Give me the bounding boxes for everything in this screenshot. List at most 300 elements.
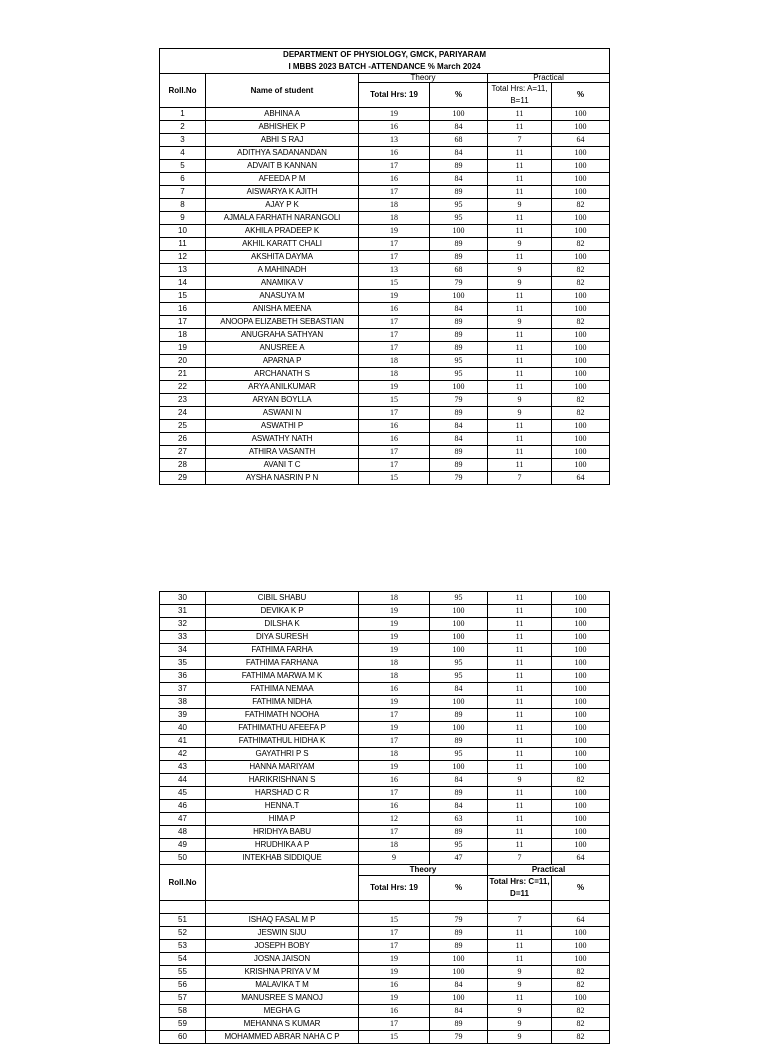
theory-percent-cell: 100 <box>430 761 488 774</box>
theory-percent-cell: 68 <box>430 134 488 147</box>
student-row <box>160 618 610 631</box>
theory-hours-cell: 16 <box>359 173 430 186</box>
practical-percent-header: % <box>552 876 610 901</box>
student-name-cell: AKHILA PRADEEP K <box>206 225 359 238</box>
roll-number-cell: 10 <box>160 225 206 238</box>
theory-percent-cell: 79 <box>430 1031 488 1044</box>
student-name-cell: ANAMIKA V <box>206 277 359 290</box>
student-name-cell: HRUDHIKA A P <box>206 839 359 852</box>
student-name-cell: ASWATHY NATH <box>206 433 359 446</box>
theory-hours-cell: 18 <box>359 355 430 368</box>
theory-hours-cell: 17 <box>359 927 430 940</box>
practical-percent-cell: 100 <box>552 290 610 303</box>
student-row <box>160 1005 610 1018</box>
student-row <box>160 329 610 342</box>
roll-number-cell: 6 <box>160 173 206 186</box>
practical-percent-cell: 100 <box>552 644 610 657</box>
roll-number-cell: 42 <box>160 748 206 761</box>
practical-percent-cell: 64 <box>552 852 610 865</box>
student-row <box>160 605 610 618</box>
theory-percent-cell: 89 <box>430 940 488 953</box>
practical-hours-cell: 11 <box>488 225 552 238</box>
student-row <box>160 979 610 992</box>
practical-hours-cell: 11 <box>488 420 552 433</box>
roll-number-cell: 4 <box>160 147 206 160</box>
practical-hours-cell: 11 <box>488 839 552 852</box>
practical-hours-cell: 11 <box>488 761 552 774</box>
roll-number-cell: 13 <box>160 264 206 277</box>
practical-hours-cell: 11 <box>488 696 552 709</box>
theory-percent-cell: 89 <box>430 459 488 472</box>
practical-percent-cell: 100 <box>552 722 610 735</box>
student-row <box>160 173 610 186</box>
roll-number-cell: 14 <box>160 277 206 290</box>
theory-percent-cell: 84 <box>430 774 488 787</box>
theory-percent-cell: 89 <box>430 826 488 839</box>
practical-hours-cell: 9 <box>488 774 552 787</box>
practical-hours-cell: 11 <box>488 631 552 644</box>
theory-percent-cell: 89 <box>430 927 488 940</box>
roll-number-cell: 19 <box>160 342 206 355</box>
header-row-1 <box>160 74 610 83</box>
roll-number-cell: 26 <box>160 433 206 446</box>
roll-number-cell: 47 <box>160 813 206 826</box>
theory-hours-cell: 17 <box>359 329 430 342</box>
practical-percent-cell: 82 <box>552 277 610 290</box>
student-name-cell: JOSNA JAISON <box>206 953 359 966</box>
student-row <box>160 420 610 433</box>
student-row <box>160 914 610 927</box>
student-name-cell: CIBIL SHABU <box>206 592 359 605</box>
student-name-cell: ISHAQ FASAL M P <box>206 914 359 927</box>
student-name-cell: ANASUYA M <box>206 290 359 303</box>
header-row-1 <box>160 865 610 876</box>
practical-percent-cell: 100 <box>552 761 610 774</box>
practical-hours-cell: 9 <box>488 316 552 329</box>
student-row <box>160 657 610 670</box>
theory-percent-cell: 95 <box>430 212 488 225</box>
practical-hours-cell: 11 <box>488 787 552 800</box>
practical-hours-cell: 11 <box>488 940 552 953</box>
title-line-1: DEPARTMENT OF PHYSIOLOGY, GMCK, PARIYARAM <box>283 50 487 59</box>
practical-total-header: Total Hrs: C=11, D=11 <box>488 876 552 901</box>
roll-number-cell: 41 <box>160 735 206 748</box>
theory-hours-cell: 18 <box>359 368 430 381</box>
practical-percent-cell: 100 <box>552 683 610 696</box>
theory-percent-cell: 47 <box>430 852 488 865</box>
theory-header: Theory <box>359 74 488 83</box>
student-row <box>160 927 610 940</box>
student-name-cell: ARYAN BOYLLA <box>206 394 359 407</box>
student-name-cell: AVANI T C <box>206 459 359 472</box>
student-name-cell: GAYATHRI P S <box>206 748 359 761</box>
theory-percent-cell: 89 <box>430 735 488 748</box>
theory-hours-cell: 17 <box>359 459 430 472</box>
theory-percent-cell: 89 <box>430 446 488 459</box>
practical-percent-cell: 100 <box>552 303 610 316</box>
student-name-cell: KRISHNA PRIYA V M <box>206 966 359 979</box>
practical-percent-cell: 100 <box>552 787 610 800</box>
practical-percent-cell: 64 <box>552 472 610 485</box>
practical-hours-cell: 11 <box>488 108 552 121</box>
student-name-cell: ATHIRA VASANTH <box>206 446 359 459</box>
theory-hours-cell: 15 <box>359 914 430 927</box>
practical-hours-cell: 11 <box>488 290 552 303</box>
theory-percent-cell: 95 <box>430 592 488 605</box>
practical-hours-cell: 11 <box>488 147 552 160</box>
theory-hours-cell: 16 <box>359 121 430 134</box>
student-name-cell: FATHIMA NEMAA <box>206 683 359 696</box>
theory-percent-cell: 89 <box>430 787 488 800</box>
practical-header: Practical <box>488 865 610 876</box>
student-row <box>160 709 610 722</box>
practical-hours-cell: 7 <box>488 134 552 147</box>
roll-number-cell: 34 <box>160 644 206 657</box>
roll-number-cell: 23 <box>160 394 206 407</box>
theory-percent-cell: 89 <box>430 407 488 420</box>
theory-percent-cell: 100 <box>430 225 488 238</box>
practical-percent-cell: 100 <box>552 605 610 618</box>
theory-hours-cell: 15 <box>359 1031 430 1044</box>
student-row <box>160 1031 610 1044</box>
roll-number-cell: 22 <box>160 381 206 394</box>
theory-hours-cell: 13 <box>359 264 430 277</box>
roll-number-cell: 49 <box>160 839 206 852</box>
student-name-cell: DEVIKA K P <box>206 605 359 618</box>
theory-percent-cell: 84 <box>430 173 488 186</box>
practical-percent-cell: 100 <box>552 446 610 459</box>
roll-number-cell: 38 <box>160 696 206 709</box>
practical-hours-cell: 7 <box>488 472 552 485</box>
practical-percent-cell: 100 <box>552 735 610 748</box>
student-name-cell: HANNA MARIYAM <box>206 761 359 774</box>
student-name-cell: FATHIMATH NOOHA <box>206 709 359 722</box>
theory-percent-cell: 89 <box>430 709 488 722</box>
practical-hours-cell: 9 <box>488 199 552 212</box>
roll-number-cell: 29 <box>160 472 206 485</box>
practical-percent-cell: 82 <box>552 316 610 329</box>
student-name-cell: AJMALA FARHATH NARANGOLI <box>206 212 359 225</box>
student-row <box>160 134 610 147</box>
practical-percent-cell: 100 <box>552 420 610 433</box>
theory-percent-cell: 84 <box>430 121 488 134</box>
practical-hours-cell: 9 <box>488 264 552 277</box>
practical-hours-cell: 9 <box>488 1005 552 1018</box>
roll-number-cell: 32 <box>160 618 206 631</box>
student-name-cell: MEGHA G <box>206 1005 359 1018</box>
student-row <box>160 108 610 121</box>
practical-hours-cell: 11 <box>488 381 552 394</box>
practical-percent-cell: 100 <box>552 927 610 940</box>
practical-hours-cell: 11 <box>488 446 552 459</box>
practical-hours-cell: 11 <box>488 212 552 225</box>
practical-percent-header: % <box>552 83 610 108</box>
theory-hours-cell: 19 <box>359 605 430 618</box>
theory-percent-cell: 100 <box>430 381 488 394</box>
theory-percent-cell: 100 <box>430 108 488 121</box>
student-name-cell: ABHINA A <box>206 108 359 121</box>
student-row <box>160 147 610 160</box>
student-row <box>160 368 610 381</box>
practical-hours-cell: 11 <box>488 592 552 605</box>
student-name-cell: FATHIMA NIDHA <box>206 696 359 709</box>
theory-hours-cell: 17 <box>359 787 430 800</box>
roll-number-cell: 17 <box>160 316 206 329</box>
attendance-table-2 <box>159 591 610 1044</box>
roll-number-cell: 43 <box>160 761 206 774</box>
theory-hours-cell: 19 <box>359 644 430 657</box>
theory-percent-cell: 79 <box>430 914 488 927</box>
practical-percent-cell: 100 <box>552 940 610 953</box>
practical-percent-cell: 82 <box>552 238 610 251</box>
theory-hours-cell: 17 <box>359 407 430 420</box>
practical-percent-cell: 100 <box>552 433 610 446</box>
practical-hours-cell: 11 <box>488 670 552 683</box>
practical-hours-cell: 11 <box>488 826 552 839</box>
theory-percent-cell: 95 <box>430 839 488 852</box>
theory-hours-cell: 19 <box>359 966 430 979</box>
theory-percent-cell: 100 <box>430 966 488 979</box>
theory-hours-cell: 17 <box>359 342 430 355</box>
practical-percent-cell: 100 <box>552 592 610 605</box>
theory-hours-cell: 13 <box>359 134 430 147</box>
student-row <box>160 251 610 264</box>
student-name-cell: FATHIMA MARWA M K <box>206 670 359 683</box>
theory-percent-cell: 89 <box>430 329 488 342</box>
practical-hours-cell: 11 <box>488 813 552 826</box>
student-name-cell: FATHIMA FARHANA <box>206 657 359 670</box>
practical-hours-cell: 11 <box>488 459 552 472</box>
name-header: Name of student <box>206 74 359 108</box>
roll-number-cell: 28 <box>160 459 206 472</box>
roll-number-cell: 51 <box>160 914 206 927</box>
student-name-cell: MANUSREE S MANOJ <box>206 992 359 1005</box>
practical-hours-cell: 11 <box>488 683 552 696</box>
practical-percent-cell: 100 <box>552 329 610 342</box>
student-name-cell: ANISHA MEENA <box>206 303 359 316</box>
roll-number-cell: 9 <box>160 212 206 225</box>
student-name-cell: MALAVIKA T M <box>206 979 359 992</box>
theory-percent-cell: 95 <box>430 199 488 212</box>
theory-hours-cell: 16 <box>359 147 430 160</box>
roll-number-cell: 31 <box>160 605 206 618</box>
theory-percent-cell: 79 <box>430 277 488 290</box>
practical-percent-cell: 100 <box>552 212 610 225</box>
practical-percent-cell: 100 <box>552 173 610 186</box>
theory-percent-cell: 89 <box>430 1018 488 1031</box>
practical-percent-cell: 82 <box>552 1018 610 1031</box>
student-name-cell: A MAHINADH <box>206 264 359 277</box>
attendance-table-1 <box>159 48 610 485</box>
student-name-cell: MOHAMMED ABRAR NAHA C P <box>206 1031 359 1044</box>
practical-percent-cell: 100 <box>552 186 610 199</box>
student-row <box>160 696 610 709</box>
student-row <box>160 212 610 225</box>
practical-percent-cell: 100 <box>552 618 610 631</box>
theory-percent-cell: 100 <box>430 605 488 618</box>
theory-percent-cell: 84 <box>430 1005 488 1018</box>
student-name-cell: ABHISHEK P <box>206 121 359 134</box>
student-name-cell: ASWATHI P <box>206 420 359 433</box>
practical-hours-cell: 11 <box>488 303 552 316</box>
roll-header: Roll.No <box>160 74 206 108</box>
theory-percent-cell: 89 <box>430 160 488 173</box>
student-row <box>160 355 610 368</box>
student-row <box>160 290 610 303</box>
practical-percent-cell: 82 <box>552 1031 610 1044</box>
practical-percent-cell: 100 <box>552 121 610 134</box>
student-row <box>160 1018 610 1031</box>
student-row <box>160 407 610 420</box>
practical-percent-cell: 100 <box>552 368 610 381</box>
student-name-cell: ARCHANATH S <box>206 368 359 381</box>
practical-percent-cell: 100 <box>552 631 610 644</box>
roll-number-cell: 1 <box>160 108 206 121</box>
student-name-cell: FATHIMA FARHA <box>206 644 359 657</box>
theory-total-header: Total Hrs: 19 <box>359 876 430 901</box>
theory-hours-cell: 18 <box>359 657 430 670</box>
practical-hours-cell: 7 <box>488 852 552 865</box>
student-row <box>160 774 610 787</box>
theory-hours-cell: 16 <box>359 420 430 433</box>
student-name-cell: HARIKRISHNAN S <box>206 774 359 787</box>
theory-hours-cell: 18 <box>359 199 430 212</box>
student-row <box>160 433 610 446</box>
student-name-cell: AKSHITA DAYMA <box>206 251 359 264</box>
roll-number-cell: 46 <box>160 800 206 813</box>
student-name-cell: ASWANI N <box>206 407 359 420</box>
practical-percent-cell: 100 <box>552 670 610 683</box>
theory-hours-cell: 18 <box>359 212 430 225</box>
theory-hours-cell: 15 <box>359 394 430 407</box>
practical-total-header: Total Hrs: A=11, B=11 <box>488 83 552 108</box>
student-row <box>160 813 610 826</box>
practical-hours-cell: 11 <box>488 186 552 199</box>
practical-percent-cell: 82 <box>552 407 610 420</box>
practical-percent-cell: 100 <box>552 839 610 852</box>
student-row <box>160 748 610 761</box>
theory-hours-cell: 12 <box>359 813 430 826</box>
practical-hours-cell: 11 <box>488 992 552 1005</box>
practical-percent-cell: 100 <box>552 342 610 355</box>
theory-hours-cell: 16 <box>359 433 430 446</box>
practical-hours-cell: 11 <box>488 121 552 134</box>
roll-number-cell: 52 <box>160 927 206 940</box>
theory-percent-cell: 84 <box>430 303 488 316</box>
practical-percent-cell: 82 <box>552 1005 610 1018</box>
student-name-cell: MEHANNA S KUMAR <box>206 1018 359 1031</box>
practical-percent-cell: 100 <box>552 160 610 173</box>
theory-percent-cell: 100 <box>430 992 488 1005</box>
theory-percent-cell: 89 <box>430 316 488 329</box>
roll-number-cell: 36 <box>160 670 206 683</box>
practical-hours-cell: 9 <box>488 277 552 290</box>
student-row <box>160 121 610 134</box>
practical-percent-cell: 100 <box>552 709 610 722</box>
roll-number-cell: 33 <box>160 631 206 644</box>
roll-number-cell: 39 <box>160 709 206 722</box>
theory-percent-cell: 89 <box>430 342 488 355</box>
theory-hours-cell: 18 <box>359 839 430 852</box>
practical-hours-cell: 9 <box>488 966 552 979</box>
student-row <box>160 225 610 238</box>
theory-percent-cell: 89 <box>430 251 488 264</box>
practical-hours-cell: 9 <box>488 1018 552 1031</box>
student-row <box>160 264 610 277</box>
theory-hours-cell: 17 <box>359 709 430 722</box>
roll-number-cell: 60 <box>160 1031 206 1044</box>
roll-number-cell: 7 <box>160 186 206 199</box>
roll-number-cell: 59 <box>160 1018 206 1031</box>
theory-percent-cell: 89 <box>430 238 488 251</box>
theory-percent-cell: 95 <box>430 657 488 670</box>
student-name-cell: ADVAIT B KANNAN <box>206 160 359 173</box>
practical-hours-cell: 7 <box>488 914 552 927</box>
theory-hours-cell: 19 <box>359 108 430 121</box>
roll-number-cell: 25 <box>160 420 206 433</box>
theory-hours-cell: 18 <box>359 592 430 605</box>
practical-percent-cell: 82 <box>552 774 610 787</box>
student-name-cell: HIMA P <box>206 813 359 826</box>
roll-number-cell: 3 <box>160 134 206 147</box>
student-row <box>160 644 610 657</box>
theory-percent-cell: 79 <box>430 394 488 407</box>
student-name-cell: HARSHAD C R <box>206 787 359 800</box>
student-row <box>160 592 610 605</box>
theory-percent-cell: 84 <box>430 420 488 433</box>
theory-hours-cell: 19 <box>359 953 430 966</box>
practical-percent-cell: 100 <box>552 813 610 826</box>
student-row <box>160 761 610 774</box>
student-name-cell: ANOOPA ELIZABETH SEBASTIAN <box>206 316 359 329</box>
student-row <box>160 940 610 953</box>
theory-header: Theory <box>359 865 488 876</box>
roll-number-cell: 50 <box>160 852 206 865</box>
practical-hours-cell: 11 <box>488 368 552 381</box>
roll-number-cell: 18 <box>160 329 206 342</box>
student-name-cell: ARYA ANILKUMAR <box>206 381 359 394</box>
practical-hours-cell: 11 <box>488 251 552 264</box>
theory-hours-cell: 19 <box>359 992 430 1005</box>
practical-percent-cell: 82 <box>552 394 610 407</box>
theory-percent-cell: 100 <box>430 290 488 303</box>
student-row <box>160 839 610 852</box>
theory-hours-cell: 19 <box>359 381 430 394</box>
theory-percent-cell: 95 <box>430 355 488 368</box>
practical-hours-cell: 11 <box>488 160 552 173</box>
roll-header: Roll.No <box>160 865 206 901</box>
student-row <box>160 238 610 251</box>
theory-hours-cell: 17 <box>359 251 430 264</box>
student-row <box>160 826 610 839</box>
practical-percent-cell: 100 <box>552 381 610 394</box>
theory-hours-cell: 19 <box>359 722 430 735</box>
practical-hours-cell: 11 <box>488 644 552 657</box>
practical-percent-cell: 82 <box>552 264 610 277</box>
practical-percent-cell: 64 <box>552 134 610 147</box>
practical-percent-cell: 100 <box>552 992 610 1005</box>
theory-percent-header: % <box>430 83 488 108</box>
roll-number-cell: 11 <box>160 238 206 251</box>
theory-hours-cell: 19 <box>359 761 430 774</box>
practical-percent-cell: 100 <box>552 251 610 264</box>
roll-number-cell: 57 <box>160 992 206 1005</box>
theory-hours-cell: 17 <box>359 160 430 173</box>
theory-hours-cell: 15 <box>359 277 430 290</box>
theory-percent-cell: 95 <box>430 670 488 683</box>
theory-hours-cell: 17 <box>359 238 430 251</box>
roll-number-cell: 48 <box>160 826 206 839</box>
